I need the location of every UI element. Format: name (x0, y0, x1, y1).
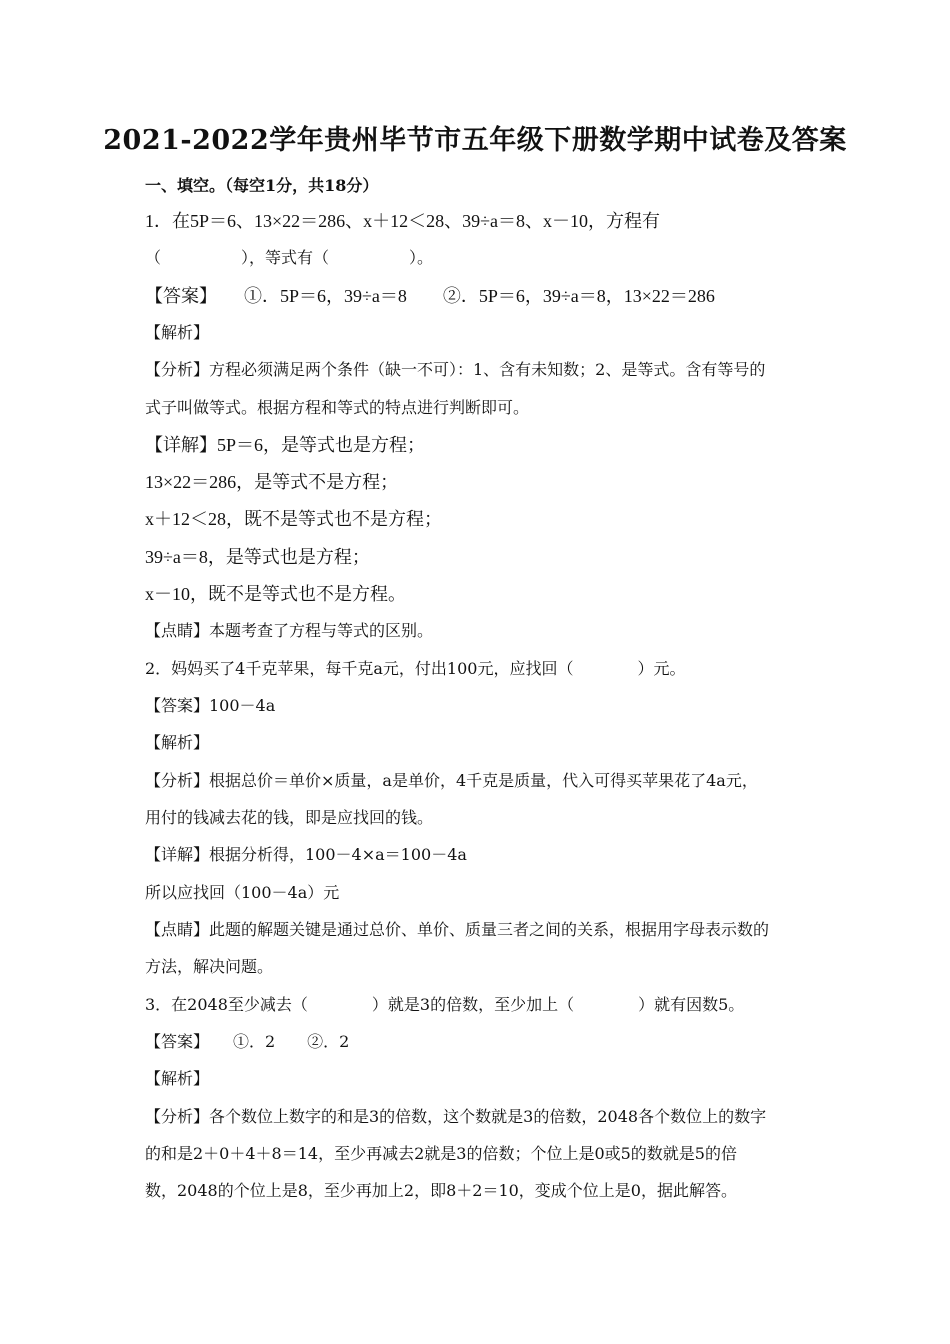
q2-analysis-1: 【分析】根据总价＝单价×质量，a是单价，4千克是质量，代入可得买苹果花了4a元， (145, 771, 758, 790)
q2-detail-2: 所以应找回（100－4a）元 (145, 883, 340, 902)
q1-comment: 【点睛】本题考查了方程与等式的区别。 (145, 621, 434, 640)
q1-detail-3: x＋12＜28，既不是等式也不是方程； (145, 509, 442, 529)
q3-stem: 3．在2048至少减去（ ）就是3的倍数，至少加上（ ）就有因数5。 (145, 995, 745, 1014)
page-title: 2021-2022学年贵州毕节市五年级下册数学期中试卷及答案 (103, 125, 847, 156)
q1-analysis-label: 【解析】 (145, 323, 210, 342)
q2-stem: 2．妈妈买了4千克苹果，每千克a元，付出100元，应找回（ ）元。 (145, 659, 686, 678)
q2-comment-1: 【点睛】此题的解题关键是通过总价、单价、质量三者之间的关系，根据用字母表示数的 (145, 920, 770, 939)
q1-analysis-1: 【分析】方程必须满足两个条件（缺一不可）：1、含有未知数；2、是等式。含有等号的 (145, 360, 766, 379)
q2-analysis-2: 用付的钱减去花的钱，即是应找回的钱。 (145, 808, 434, 827)
q2-detail-1: 【详解】根据分析得，100－4×a＝100－4a (145, 845, 467, 864)
q1-detail-1: 【详解】5P＝6，是等式也是方程； (145, 435, 426, 455)
q1-stem: 1．在5P＝6、13×22＝286、x＋12＜28、39÷a＝8、x－10，方程有 (145, 211, 661, 231)
q1-detail-4: 39÷a＝8，是等式也是方程； (145, 547, 370, 567)
q2-answer: 【答案】100－4a (145, 696, 276, 715)
q1-stem-cont: （ ），等式有（ ）。 (145, 248, 434, 267)
q2-comment-2: 方法，解决问题。 (145, 957, 274, 976)
section-heading: 一、填空。（每空1分，共18分） (145, 176, 379, 195)
q3-analysis-1: 【分析】各个数位上数字的和是3的倍数，这个数就是3的倍数，2048各个数位上的数字 (145, 1107, 767, 1126)
q1-detail-2: 13×22＝286，是等式不是方程； (145, 472, 399, 492)
q2-analysis-label: 【解析】 (145, 733, 210, 752)
q1-analysis-2: 式子叫做等式。根据方程和等式的特点进行判断即可。 (145, 398, 530, 417)
q1-answer: 【答案】 ①．5P＝6，39÷a＝8 ②．5P＝6，39÷a＝8，13×22＝286 (145, 286, 715, 306)
q3-analysis-3: 数，2048的个位上是8，至少再加上2，即8＋2＝10，变成个位上是0，据此解答。 (145, 1181, 737, 1200)
q1-detail-5: x－10，既不是等式也不是方程。 (145, 584, 406, 604)
q3-answer: 【答案】 ①．2 ②．2 (145, 1032, 350, 1051)
q3-analysis-label: 【解析】 (145, 1069, 210, 1088)
q3-analysis-2: 的和是2＋0＋4＋8＝14，至少再减去2就是3的倍数；个位上是0或5的数就是5的倍 (145, 1144, 737, 1163)
